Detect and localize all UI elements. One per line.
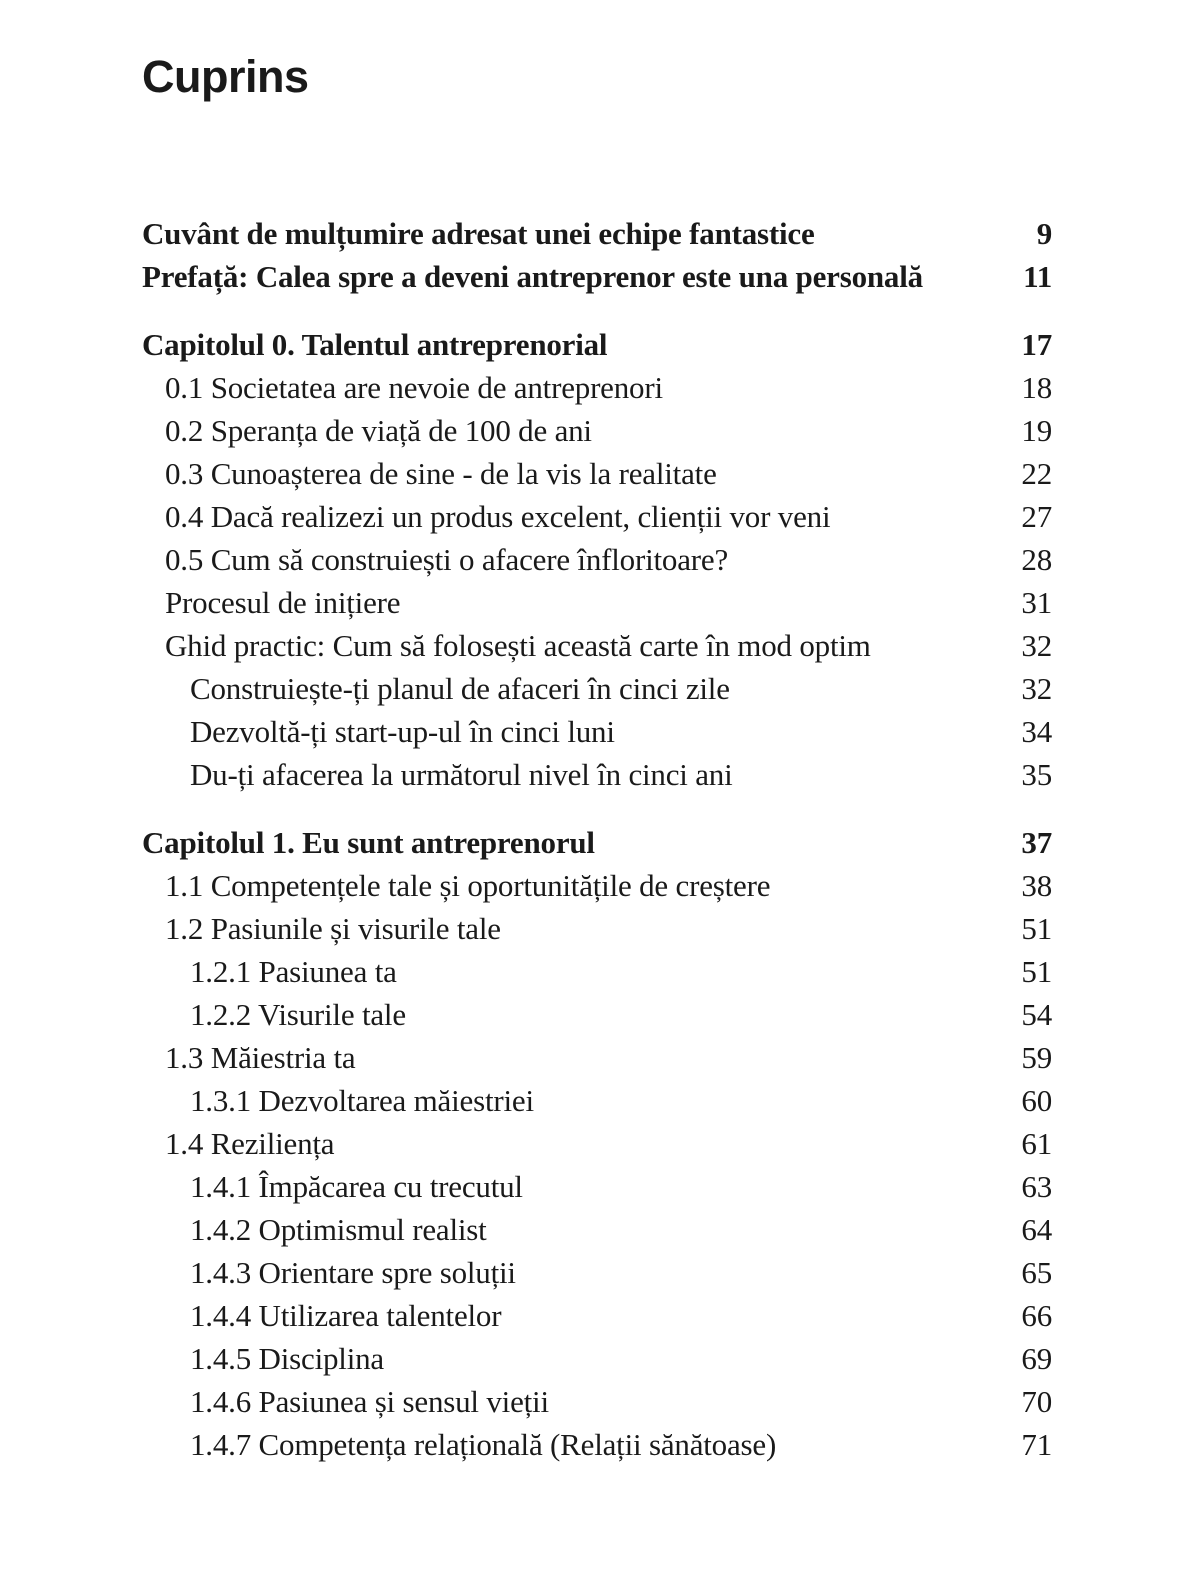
toc-entry-page: 32 [1021, 627, 1052, 663]
toc-entry [142, 667, 1052, 710]
toc-entry-label: 0.5 Cum să construiești o afacere înfloritoare? [165, 541, 729, 577]
toc-entry-page: 70 [1021, 1383, 1052, 1419]
toc-entry-page: 63 [1021, 1168, 1052, 1204]
toc-entry-page: 34 [1021, 713, 1052, 749]
toc-entry [142, 1251, 1052, 1294]
toc-entry-page: 31 [1021, 584, 1052, 620]
toc-entry-page: 51 [1021, 953, 1052, 989]
toc-entry-label: 1.4.6 Pasiunea și sensul vieții [190, 1383, 549, 1419]
toc-entry-page: 17 [1021, 326, 1052, 362]
toc-entry-page: 60 [1021, 1082, 1052, 1118]
toc-entry-page: 65 [1021, 1254, 1052, 1290]
toc-entry [142, 821, 1052, 864]
toc-entry-label: 1.3 Măiestria ta [165, 1039, 356, 1075]
toc-entry-label: Dezvoltă-ți start-up-ul în cinci luni [190, 713, 615, 749]
toc-list [142, 212, 1052, 1466]
toc-entry-label: 1.4.2 Optimismul realist [190, 1211, 487, 1247]
toc-entry [142, 864, 1052, 907]
toc-entry-label: Du-ți afacerea la următorul nivel în cinci ani [190, 756, 733, 792]
toc-entry-label: Capitolul 0. Talentul antreprenorial [142, 326, 608, 362]
toc-entry [142, 212, 1052, 255]
toc-entry-label: Capitolul 1. Eu sunt antreprenorul [142, 824, 595, 860]
toc-entry [142, 1122, 1052, 1165]
toc-entry-page: 61 [1021, 1125, 1052, 1161]
toc-entry-label: 0.3 Cunoașterea de sine - de la vis la realitate [165, 455, 717, 491]
toc-entry [142, 1294, 1052, 1337]
toc-entry-label: Procesul de inițiere [165, 584, 401, 620]
toc-entry-page: 11 [1023, 258, 1052, 294]
toc-entry-page: 37 [1021, 824, 1052, 860]
toc-entry [142, 452, 1052, 495]
toc-entry [142, 255, 1052, 298]
toc-entry-label: 1.4.7 Competența relațională (Relații sănătoase) [190, 1426, 777, 1462]
toc-entry-label: Ghid practic: Cum să folosești această carte în mod optim [165, 627, 871, 663]
toc-entry-page: 28 [1021, 541, 1052, 577]
toc-entry-page: 9 [1036, 215, 1052, 251]
toc-entry-label: 1.4.1 Împăcarea cu trecutul [190, 1168, 523, 1204]
toc-entry [142, 495, 1052, 538]
toc-entry [142, 1208, 1052, 1251]
toc-entry [142, 581, 1052, 624]
toc-entry-page: 71 [1021, 1426, 1052, 1462]
toc-entry [142, 1165, 1052, 1208]
toc-entry-label: 1.4.4 Utilizarea talentelor [190, 1297, 502, 1333]
toc-entry-page: 54 [1021, 996, 1052, 1032]
toc-entry-label: 1.3.1 Dezvoltarea măiestriei [190, 1082, 534, 1118]
toc-entry-label: 0.2 Speranța de viață de 100 de ani [165, 412, 592, 448]
toc-entry-label: 1.4.5 Disciplina [190, 1340, 384, 1376]
toc-entry-page: 18 [1021, 369, 1052, 405]
toc-entry [142, 753, 1052, 796]
toc-entry-page: 35 [1021, 756, 1052, 792]
toc-entry-label: 1.2.1 Pasiunea ta [190, 953, 397, 989]
toc-entry-label: Cuvânt de mulțumire adresat unei echipe fantastice [142, 215, 815, 251]
toc-entry-label: 1.4.3 Orientare spre soluții [190, 1254, 516, 1290]
toc-entry-page: 38 [1021, 867, 1052, 903]
toc-entry-label: 1.4 Reziliența [165, 1125, 335, 1161]
toc-entry [142, 323, 1052, 366]
toc-entry [142, 1036, 1052, 1079]
toc-entry [142, 950, 1052, 993]
toc-entry-label: 1.1 Competențele tale și oportunitățile de creștere [165, 867, 771, 903]
toc-entry-label: Prefață: Calea spre a deveni antreprenor este una personală [142, 258, 923, 294]
toc-entry [142, 366, 1052, 409]
toc-entry-page: 19 [1021, 412, 1052, 448]
toc-entry [142, 409, 1052, 452]
toc-entry-label: 0.1 Societatea are nevoie de antreprenori [165, 369, 663, 405]
toc-entry [142, 1423, 1052, 1466]
toc-entry [142, 1079, 1052, 1122]
toc-entry-page: 51 [1021, 910, 1052, 946]
toc-entry [142, 1380, 1052, 1423]
toc-entry-page: 22 [1021, 455, 1052, 491]
toc-entry-page: 64 [1021, 1211, 1052, 1247]
toc-entry-page: 27 [1021, 498, 1052, 534]
toc-entry-label: 1.2 Pasiunile și visurile tale [165, 910, 501, 946]
toc-entry-label: 1.2.2 Visurile tale [190, 996, 406, 1032]
toc-entry-label: 0.4 Dacă realizezi un produs excelent, clienții vor veni [165, 498, 831, 534]
toc-entry [142, 993, 1052, 1036]
toc-entry-page: 69 [1021, 1340, 1052, 1376]
toc-entry [142, 624, 1052, 667]
toc-entry [142, 1337, 1052, 1380]
page-title: Cuprins [142, 51, 309, 102]
toc-entry [142, 710, 1052, 753]
toc-entry-page: 66 [1021, 1297, 1052, 1333]
toc-entry-label: Construiește-ți planul de afaceri în cinci zile [190, 670, 730, 706]
toc-entry [142, 538, 1052, 581]
toc-entry-page: 59 [1021, 1039, 1052, 1075]
toc-entry [142, 907, 1052, 950]
toc-entry-page: 32 [1021, 670, 1052, 706]
